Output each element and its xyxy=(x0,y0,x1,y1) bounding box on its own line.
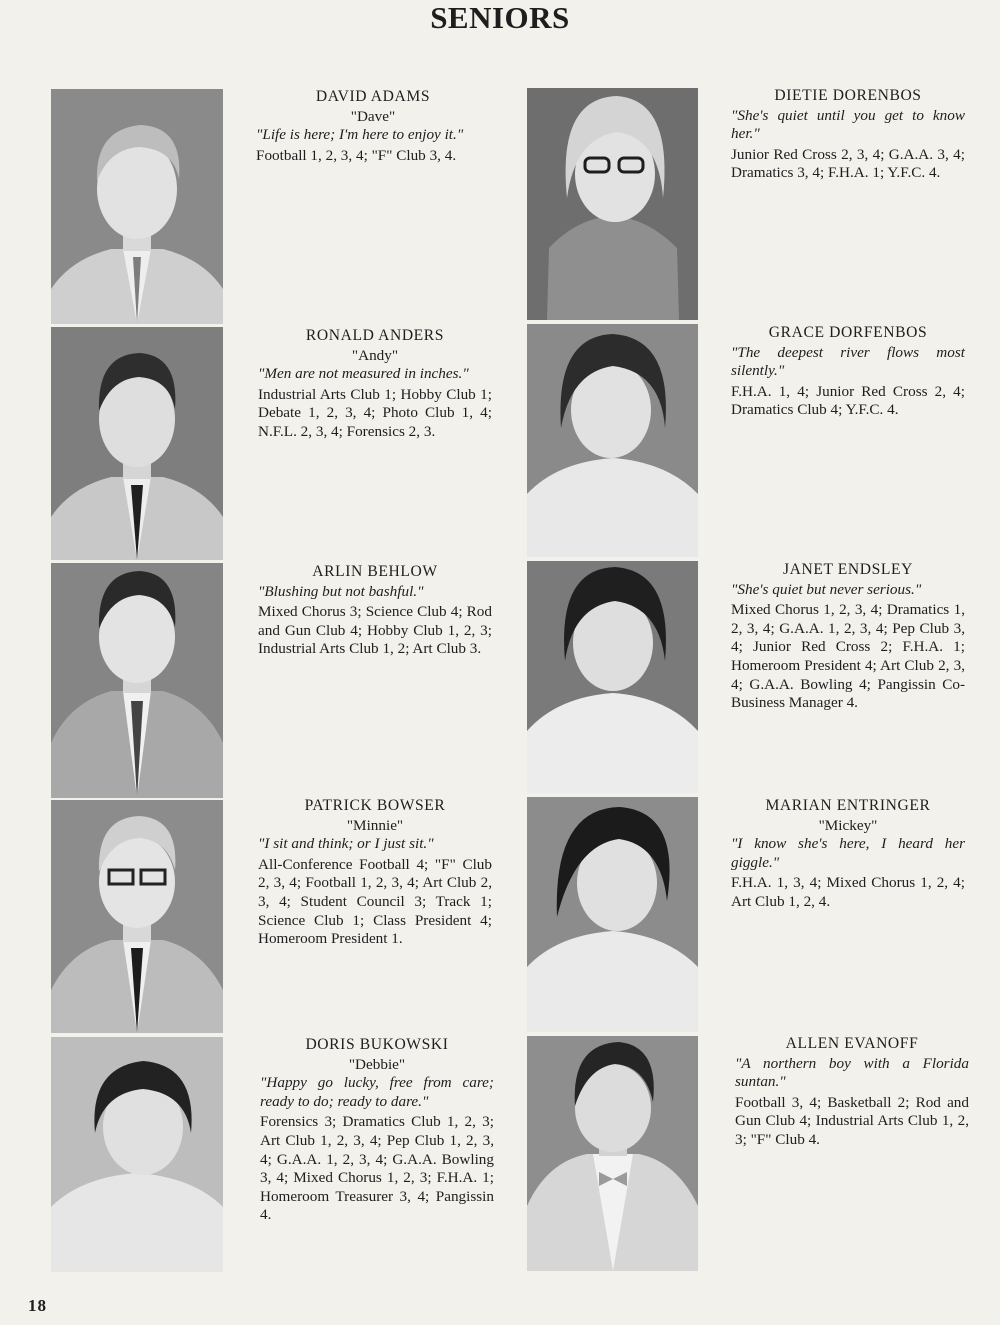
portrait-photo xyxy=(527,561,698,793)
student-quote: "I know she's here, I heard her giggle." xyxy=(731,835,965,871)
student-quote: "She's quiet but never serious." xyxy=(731,580,922,598)
boy-bowtie-portrait-icon xyxy=(527,1036,698,1271)
portrait-photo xyxy=(51,563,223,798)
student-activities: All-Conference Football 4; "F" Club 2, 3, 4; Football 1, 2, 3, 4; Art Club 2, 3, 4; Student Council 3; Track 1; Science Club 1; Class President 4; Homeroom President 1. xyxy=(258,855,492,948)
student-activities: Industrial Arts Club 1; Hobby Club 1; Debate 1, 2, 3, 4; Photo Club 1, 4; N.F.L. 2, 3, 4; Forensics 2, 3. xyxy=(258,385,492,440)
student-quote: "Blushing but not bashful." xyxy=(258,582,424,600)
senior-entry xyxy=(731,561,965,713)
page-number: 18 xyxy=(28,1296,47,1315)
girl-portrait-icon xyxy=(51,1037,223,1272)
portrait-photo xyxy=(51,1037,223,1272)
student-name: PATRICK BOWSER xyxy=(304,797,446,814)
student-name: DAVID ADAMS xyxy=(315,88,431,105)
student-quote: "The deepest river flows most silently." xyxy=(731,343,965,380)
student-nickname: "Dave" xyxy=(350,107,396,125)
page-title: SENIORS xyxy=(430,0,570,35)
senior-entry xyxy=(258,327,492,442)
portrait-photo xyxy=(527,324,698,557)
senior-entry xyxy=(731,324,965,420)
student-nickname: "Andy" xyxy=(351,346,399,364)
girl-portrait-icon xyxy=(527,561,698,793)
boy-portrait-icon xyxy=(51,327,223,560)
girl-portrait-icon xyxy=(527,797,698,1032)
senior-entry xyxy=(735,1035,969,1150)
portrait-photo xyxy=(527,88,698,320)
boy-glasses-portrait-icon xyxy=(51,800,223,1033)
student-quote: "A northern boy with a Florida suntan." xyxy=(735,1054,969,1091)
portrait-photo xyxy=(51,327,223,560)
senior-entry xyxy=(260,1036,494,1225)
student-name: ARLIN BEHLOW xyxy=(312,563,438,580)
senior-entry xyxy=(256,88,490,165)
portrait-photo xyxy=(527,1036,698,1271)
boy-portrait-icon xyxy=(51,89,223,324)
student-name: DORIS BUKOWSKI xyxy=(305,1036,449,1053)
student-name: ALLEN EVANOFF xyxy=(785,1035,919,1052)
boy-portrait-icon xyxy=(51,563,223,798)
student-quote: "I sit and think; or I just sit." xyxy=(258,835,434,853)
student-name: GRACE DORFENBOS xyxy=(768,324,928,341)
student-nickname: "Debbie" xyxy=(348,1055,406,1073)
student-activities: Mixed Chorus 3; Science Club 4; Rod and Gun Club 4; Hobby Club 1, 2, 3; Industrial Arts Club 1, 2; Art Club 3. xyxy=(258,603,492,658)
student-nickname: "Minnie" xyxy=(346,816,404,834)
student-quote: "She's quiet until you get to know her." xyxy=(731,106,965,143)
portrait-photo xyxy=(51,89,223,324)
student-name: JANET ENDSLEY xyxy=(782,561,914,578)
student-nickname: "Mickey" xyxy=(818,816,878,834)
portrait-photo xyxy=(51,800,223,1033)
senior-entry xyxy=(731,87,965,183)
girl-glasses-portrait-icon xyxy=(527,88,698,320)
student-activities: F.H.A. 1, 3, 4; Mixed Chorus 1, 2, 4; Art Club 1, 2, 4. xyxy=(731,874,965,910)
senior-entry xyxy=(258,797,492,949)
student-quote: "Happy go lucky, free from care; ready to do; ready to dare." xyxy=(260,1074,494,1110)
student-activities: Mixed Chorus 1, 2, 3, 4; Dramatics 1, 2, 3, 4; G.A.A. 1, 2, 3, 4; Pep Club 3, 4; Junior Red Cross 2; F.H.A. 1; Homeroom President 4; Art Club 2, 3, 4; G.A.A. Bowling 4; Pangissin Co-Business Manager 4. xyxy=(731,601,965,712)
student-quote: "Men are not measured in inches." xyxy=(258,365,469,383)
girl-portrait-icon xyxy=(527,324,698,557)
student-activities: Forensics 3; Dramatics Club 1, 2, 3; Art Club 1, 2, 3, 4; Pep Club 1, 2, 3, 4; G.A.A. 1, 2, 3, 4; G.A.A. Bowling 3, 4; Mixed Chorus 1, 2, 3; F.H.A. 1; Homeroom Treasurer 3, 4; Pangissin 4. xyxy=(260,1113,494,1224)
student-name: DIETIE DORENBOS xyxy=(774,87,922,104)
student-activities: Football 1, 2, 3, 4; "F" Club 3, 4. xyxy=(256,146,457,164)
senior-entry xyxy=(731,797,965,912)
senior-entry xyxy=(258,563,492,659)
student-activities: Football 3, 4; Basketball 2; Rod and Gun Club 4; Industrial Arts Club 1, 2, 3; "F" Club 4. xyxy=(735,1093,969,1148)
portrait-photo xyxy=(527,797,698,1032)
student-quote: "Life is here; I'm here to enjoy it." xyxy=(256,126,464,144)
student-activities: Junior Red Cross 2, 3, 4; G.A.A. 3, 4; Dramatics 3, 4; F.H.A. 1; Y.F.C. 4. xyxy=(731,145,965,182)
student-name: RONALD ANDERS xyxy=(305,327,445,344)
student-activities: F.H.A. 1, 4; Junior Red Cross 2, 4; Dramatics Club 4; Y.F.C. 4. xyxy=(731,382,965,419)
student-name: MARIAN ENTRINGER xyxy=(765,797,931,814)
